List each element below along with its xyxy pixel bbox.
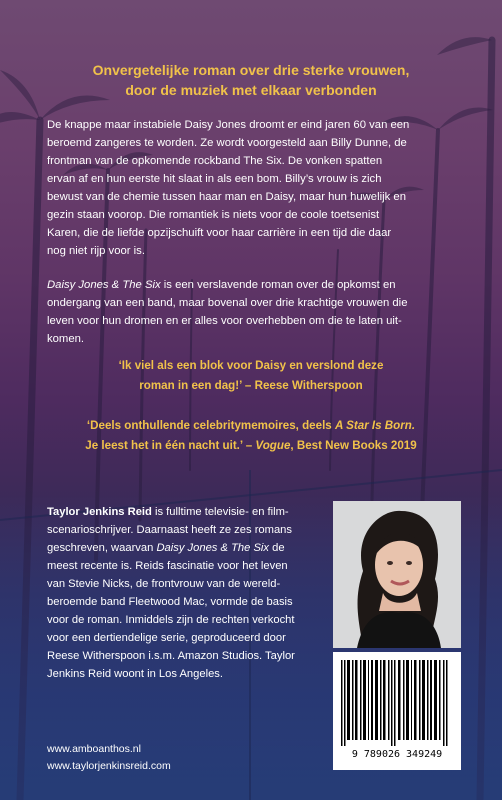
quote-source: Vogue <box>255 439 291 452</box>
bio-line: beroemde band Fleetwood Mac, vormde de basis <box>47 596 293 608</box>
synopsis-line: bewust van de chemie tussen haar man en Daisy, maar hun huwelijk en <box>47 191 406 203</box>
barcode-bars <box>333 652 461 748</box>
publisher-link[interactable]: www.amboanthos.nl <box>47 743 141 755</box>
synopsis-line: beroemd zangeres te worden. Ze wordt voorgesteld aan Billy Dunne, de <box>47 137 407 149</box>
synopsis-paragraph <box>47 116 457 260</box>
author-name: Taylor Jenkins Reid <box>47 506 152 518</box>
quote-text: ‘Deels onthullende celebritymemoires, deels <box>86 419 335 432</box>
bio-line: van Stevie Nicks, de frontvrouw van de wereld- <box>47 578 281 590</box>
bio-line: voor de roman. Inmiddels zijn de rechten verkocht <box>47 614 295 626</box>
synopsis2-line: leven voor hun dromen en er alles voor overhebben om die te laten uit- <box>47 315 402 327</box>
isbn-number: 9 789026 349249 <box>351 749 443 760</box>
synopsis-line: frontman van de opkomende rockband The Six. De vonken spatten <box>47 155 383 167</box>
quote-italic-title: A Star Is Born. <box>334 419 416 432</box>
bio-text: is fulltime televisie- en film- <box>151 506 289 518</box>
author-website-link[interactable]: www.taylorjenkinsreid.com <box>47 760 171 772</box>
bio-line <box>47 503 327 521</box>
synopsis2-text: is een verslavende roman over de opkomst en <box>160 279 396 291</box>
quote-text: Je leest het in één nacht uit.’ – <box>85 439 256 452</box>
synopsis-line: Karen, die de liefde opzijschuift voor haar carrière in een tijd die daar <box>47 227 392 239</box>
barcode <box>333 652 461 770</box>
quote-vogue <box>0 416 502 456</box>
bio-line: voor een dertiendelige serie, geproduceerd door <box>47 632 286 644</box>
synopsis-line: gezin staan voorop. Die romantiek is niets voor de coole toetsenist <box>47 209 380 221</box>
tagline-line: Onvergetelijke roman over drie sterke vrouwen, <box>92 62 410 78</box>
bio-line <box>47 539 327 557</box>
synopsis-line: nog niet rijp voor is. <box>47 245 145 257</box>
quote-line <box>0 436 502 456</box>
bio-line: Reese Witherspoon i.s.m. Amazon Studios. Taylor <box>47 650 295 662</box>
bio-line: Jenkins Reid woont in Los Angeles. <box>47 668 224 680</box>
author-bio <box>47 503 327 683</box>
bio-text: geschreven, waarvan <box>47 542 157 554</box>
quote-reese-witherspoon <box>0 356 502 396</box>
synopsis-paragraph-2 <box>47 276 457 348</box>
quote-line: ‘Ik viel als een blok voor Daisy en verslond deze <box>118 359 384 372</box>
author-portrait-image <box>333 501 461 648</box>
synopsis2-line: ondergang van een band, maar bovenal over drie krachtige vrouwen die <box>47 297 408 309</box>
synopsis2-line <box>47 276 457 294</box>
quote-line <box>0 416 502 436</box>
bio-line: meest recente is. Reids fascinatie voor het leven <box>47 560 288 572</box>
synopsis2-line: komen. <box>47 333 85 345</box>
quote-text: , Best New Books 2019 <box>290 439 417 452</box>
synopsis-line: De knappe maar instabiele Daisy Jones droomt er eind jaren 60 van een <box>47 119 410 131</box>
book-title: Daisy Jones & The Six <box>47 279 161 291</box>
website-links <box>47 741 171 775</box>
bio-line: scenarioschrijver. Daarnaast heeft ze zes romans <box>47 524 292 536</box>
author-photo <box>333 501 461 648</box>
quote-line: roman in een dag!’ – Reese Witherspoon <box>139 379 363 392</box>
tagline <box>0 60 502 100</box>
synopsis-line: ervan af en hun eerste hit slaat in als een bom. Billy’s vrouw is zich <box>47 173 382 185</box>
bio-text: de <box>269 542 285 554</box>
book-title: Daisy Jones & The Six <box>156 542 269 554</box>
tagline-line: door de muziek met elkaar verbonden <box>125 82 377 98</box>
